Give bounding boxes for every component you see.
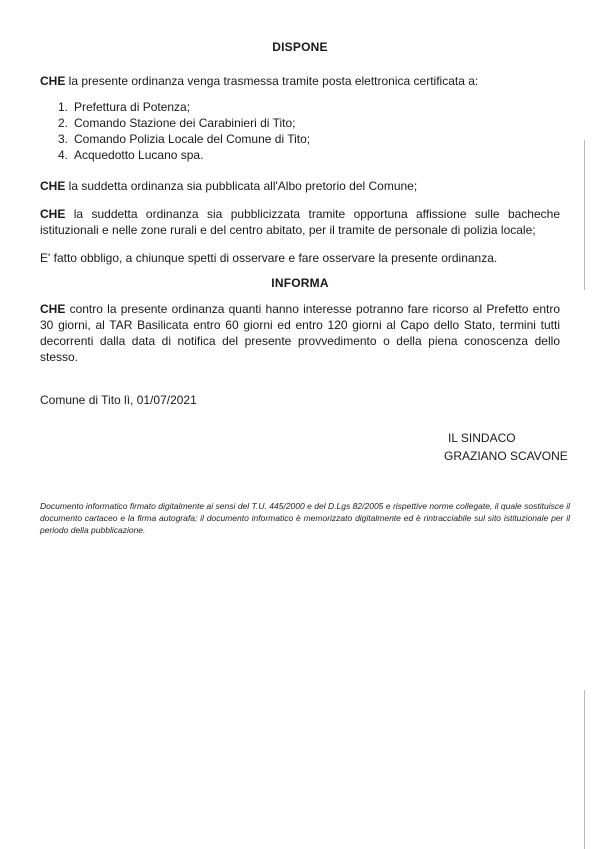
signature-role: IL SINDACO xyxy=(448,431,516,445)
digital-signature-note: Documento informatico firmato digitalmente ai sensi del T.U. 445/2000 e del D.Lgs 82/2005 e rispettive norme collegate, il quale sostituisce il documento cartaceo e la firma autografa; il documento informatico è memorizzato digitalmente ed è rintracciabile sul sito istituzionale per il periodo della pubblicazione. xyxy=(40,501,570,535)
paragraph-text: la presente ordinanza venga trasmessa tramite posta elettronica certificata a: xyxy=(65,74,479,88)
paragraph-ricorso xyxy=(40,301,560,365)
list-item xyxy=(58,115,538,131)
signature-block xyxy=(446,430,568,464)
scan-edge-line xyxy=(584,690,585,849)
paragraph-albo xyxy=(40,178,560,194)
scan-edge-line xyxy=(584,140,585,290)
paragraph-obbligo: E' fatto obbligo, a chiunque spetti di osservare e fare osservare la presente ordinanza. xyxy=(40,251,498,265)
paragraph-affissione xyxy=(40,206,560,238)
list-text: Acquedotto Lucano spa. xyxy=(74,148,204,162)
keyword-che: CHE xyxy=(40,207,66,221)
recipients-list xyxy=(58,99,538,163)
list-number: 1. xyxy=(58,100,69,114)
paragraph-text: la suddetta ordinanza sia pubblicizzata tramite opportuna affissione sulle bacheche istituzionali e nelle zone rurali e del centro abitato, per il tramite de personale di polizia locale; xyxy=(40,207,560,237)
paragraph-text: contro la presente ordinanza quanti hanno interesse potranno fare ricorso al Prefetto entro 30 giorni, al TAR Basilicata entro 60 giorni ed entro 120 giorni al Capo dello Stato, termini tutti decorrenti dalla data di notifica del presente provvedimento o della piena conoscenza dello stesso. xyxy=(40,302,560,364)
place-date: Comune di Tito lì, 01/07/2021 xyxy=(40,393,197,407)
list-number: 3. xyxy=(58,132,69,146)
list-text: Comando Polizia Locale del Comune di Tito; xyxy=(74,132,311,146)
paragraph-transmission xyxy=(40,73,560,89)
list-number: 4. xyxy=(58,148,69,162)
keyword-che: CHE xyxy=(40,179,66,193)
heading-dispone: DISPONE xyxy=(272,40,328,54)
signature-name: GRAZIANO SCAVONE xyxy=(444,449,568,463)
keyword-che: CHE xyxy=(40,74,66,88)
list-item xyxy=(58,131,538,147)
heading-informa: INFORMA xyxy=(271,276,329,290)
list-text: Prefettura di Potenza; xyxy=(74,100,191,114)
list-number: 2. xyxy=(58,116,69,130)
list-text: Comando Stazione dei Carabinieri di Tito; xyxy=(74,116,296,130)
list-item xyxy=(58,99,538,115)
list-item xyxy=(58,147,538,163)
keyword-che: CHE xyxy=(40,302,66,316)
paragraph-text: la suddetta ordinanza sia pubblicata all'Albo pretorio del Comune; xyxy=(65,179,418,193)
